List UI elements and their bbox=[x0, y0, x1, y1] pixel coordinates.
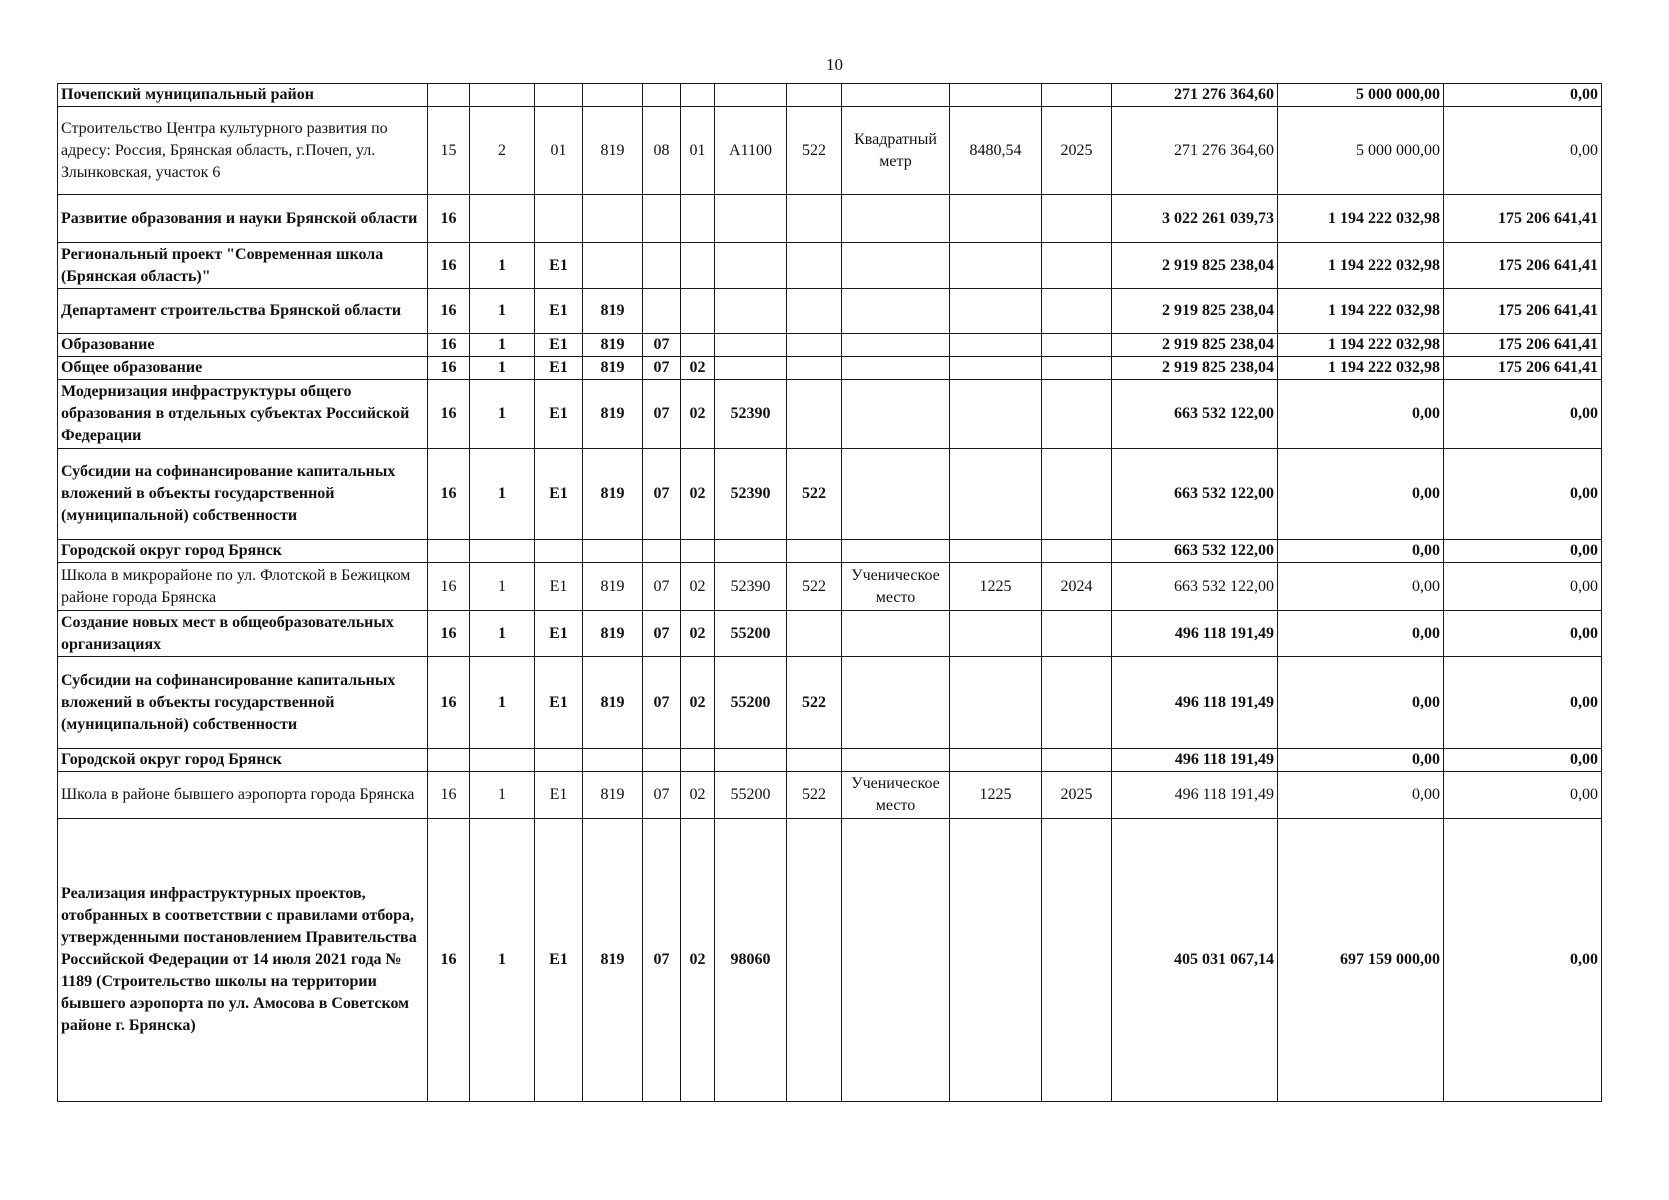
cell-ministry: 819 bbox=[583, 357, 643, 380]
cell-amount-2: 0,00 bbox=[1278, 449, 1444, 540]
cell-amount-2: 0,00 bbox=[1278, 772, 1444, 819]
cell-direction bbox=[715, 195, 787, 243]
cell-subprogram: 1 bbox=[470, 380, 535, 449]
cell-direction: 55200 bbox=[715, 772, 787, 819]
cell-section: 07 bbox=[643, 563, 681, 611]
cell-ministry: 819 bbox=[583, 334, 643, 357]
cell-program bbox=[428, 749, 470, 772]
cell-expense-type: 522 bbox=[787, 772, 842, 819]
cell-direction bbox=[715, 289, 787, 334]
cell-program: 16 bbox=[428, 611, 470, 657]
cell-subsection: 02 bbox=[681, 611, 715, 657]
cell-direction bbox=[715, 749, 787, 772]
cell-section: 07 bbox=[643, 357, 681, 380]
cell-project bbox=[535, 84, 583, 107]
cell-subsection: 02 bbox=[681, 657, 715, 749]
cell-amount-3: 175 206 641,41 bbox=[1444, 243, 1602, 289]
table-row bbox=[58, 749, 1602, 772]
cell-unit bbox=[842, 449, 950, 540]
cell-subsection: 02 bbox=[681, 449, 715, 540]
cell-amount-3: 0,00 bbox=[1444, 749, 1602, 772]
cell-amount-3: 0,00 bbox=[1444, 819, 1602, 1102]
cell-subsection: 02 bbox=[681, 357, 715, 380]
cell-unit bbox=[842, 657, 950, 749]
cell-program: 16 bbox=[428, 357, 470, 380]
cell-amount-1: 663 532 122,00 bbox=[1112, 449, 1278, 540]
cell-capacity bbox=[950, 334, 1042, 357]
cell-subprogram: 2 bbox=[470, 107, 535, 195]
cell-subsection bbox=[681, 749, 715, 772]
cell-program: 16 bbox=[428, 657, 470, 749]
cell-year bbox=[1042, 611, 1112, 657]
cell-amount-1: 2 919 825 238,04 bbox=[1112, 289, 1278, 334]
cell-amount-2: 1 194 222 032,98 bbox=[1278, 195, 1444, 243]
cell-direction bbox=[715, 540, 787, 563]
cell-direction: 52390 bbox=[715, 563, 787, 611]
cell-name: Городской округ город Брянск bbox=[58, 749, 428, 772]
table-row bbox=[58, 540, 1602, 563]
cell-amount-2: 5 000 000,00 bbox=[1278, 84, 1444, 107]
cell-subsection bbox=[681, 289, 715, 334]
cell-amount-3: 0,00 bbox=[1444, 772, 1602, 819]
cell-name: Модернизация инфраструктуры общего образования в отдельных субъектах Российской Федерации bbox=[58, 380, 428, 449]
cell-section bbox=[643, 243, 681, 289]
cell-expense-type bbox=[787, 195, 842, 243]
cell-subsection: 02 bbox=[681, 380, 715, 449]
cell-program: 16 bbox=[428, 563, 470, 611]
cell-program: 16 bbox=[428, 772, 470, 819]
cell-ministry: 819 bbox=[583, 563, 643, 611]
cell-direction bbox=[715, 84, 787, 107]
cell-direction bbox=[715, 243, 787, 289]
cell-program: 16 bbox=[428, 449, 470, 540]
cell-name: Строительство Центра культурного развития по адресу: Россия, Брянская область, г.Почеп, ул. Злынковская, участок 6 bbox=[58, 107, 428, 195]
cell-name: Школа в микрорайоне по ул. Флотской в Бежицком районе города Брянска bbox=[58, 563, 428, 611]
cell-capacity: 1225 bbox=[950, 563, 1042, 611]
cell-capacity bbox=[950, 540, 1042, 563]
cell-expense-type bbox=[787, 540, 842, 563]
cell-amount-1: 271 276 364,60 bbox=[1112, 107, 1278, 195]
cell-subsection: 02 bbox=[681, 563, 715, 611]
cell-capacity bbox=[950, 195, 1042, 243]
cell-expense-type bbox=[787, 334, 842, 357]
cell-unit: Ученическое место bbox=[842, 563, 950, 611]
cell-section bbox=[643, 289, 681, 334]
cell-name: Региональный проект "Современная школа (Брянская область)" bbox=[58, 243, 428, 289]
cell-subprogram: 1 bbox=[470, 657, 535, 749]
cell-project: Е1 bbox=[535, 819, 583, 1102]
cell-amount-3: 0,00 bbox=[1444, 611, 1602, 657]
cell-ministry bbox=[583, 540, 643, 563]
cell-amount-1: 3 022 261 039,73 bbox=[1112, 195, 1278, 243]
cell-name: Почепский муниципальный район bbox=[58, 84, 428, 107]
cell-amount-2: 0,00 bbox=[1278, 563, 1444, 611]
cell-year bbox=[1042, 289, 1112, 334]
table-row bbox=[58, 84, 1602, 107]
cell-ministry: 819 bbox=[583, 289, 643, 334]
cell-program: 16 bbox=[428, 334, 470, 357]
cell-ministry bbox=[583, 84, 643, 107]
cell-program: 16 bbox=[428, 289, 470, 334]
cell-amount-3: 0,00 bbox=[1444, 657, 1602, 749]
cell-project: 01 bbox=[535, 107, 583, 195]
table-row bbox=[58, 819, 1602, 1102]
cell-ministry: 819 bbox=[583, 819, 643, 1102]
cell-project: Е1 bbox=[535, 243, 583, 289]
cell-subsection bbox=[681, 243, 715, 289]
cell-capacity bbox=[950, 289, 1042, 334]
cell-section: 07 bbox=[643, 819, 681, 1102]
cell-capacity bbox=[950, 380, 1042, 449]
cell-unit bbox=[842, 195, 950, 243]
cell-name: Развитие образования и науки Брянской области bbox=[58, 195, 428, 243]
cell-ministry: 819 bbox=[583, 772, 643, 819]
cell-expense-type bbox=[787, 84, 842, 107]
cell-capacity bbox=[950, 84, 1042, 107]
cell-unit bbox=[842, 819, 950, 1102]
cell-name: Субсидии на софинансирование капитальных вложений в объекты государственной (муниципальной) собственности bbox=[58, 657, 428, 749]
cell-subprogram: 1 bbox=[470, 819, 535, 1102]
cell-capacity: 8480,54 bbox=[950, 107, 1042, 195]
cell-amount-3: 175 206 641,41 bbox=[1444, 289, 1602, 334]
cell-unit: Квадратный метр bbox=[842, 107, 950, 195]
cell-section bbox=[643, 195, 681, 243]
cell-amount-1: 2 919 825 238,04 bbox=[1112, 334, 1278, 357]
cell-unit: Ученическое место bbox=[842, 772, 950, 819]
cell-amount-3: 0,00 bbox=[1444, 449, 1602, 540]
cell-subprogram: 1 bbox=[470, 563, 535, 611]
cell-subsection bbox=[681, 195, 715, 243]
table-row bbox=[58, 563, 1602, 611]
cell-subsection: 02 bbox=[681, 772, 715, 819]
cell-amount-3: 0,00 bbox=[1444, 84, 1602, 107]
cell-subprogram: 1 bbox=[470, 611, 535, 657]
cell-ministry: 819 bbox=[583, 611, 643, 657]
cell-project: Е1 bbox=[535, 380, 583, 449]
cell-year bbox=[1042, 449, 1112, 540]
cell-ministry bbox=[583, 195, 643, 243]
cell-amount-3: 0,00 bbox=[1444, 380, 1602, 449]
cell-amount-2: 0,00 bbox=[1278, 380, 1444, 449]
cell-direction: 55200 bbox=[715, 611, 787, 657]
cell-program bbox=[428, 540, 470, 563]
cell-expense-type bbox=[787, 749, 842, 772]
cell-year bbox=[1042, 749, 1112, 772]
cell-project: Е1 bbox=[535, 449, 583, 540]
cell-amount-1: 663 532 122,00 bbox=[1112, 563, 1278, 611]
cell-project: Е1 bbox=[535, 289, 583, 334]
cell-ministry: 819 bbox=[583, 449, 643, 540]
cell-year bbox=[1042, 380, 1112, 449]
cell-expense-type bbox=[787, 819, 842, 1102]
cell-ministry: 819 bbox=[583, 380, 643, 449]
cell-project: Е1 bbox=[535, 563, 583, 611]
cell-subprogram: 1 bbox=[470, 357, 535, 380]
cell-amount-1: 2 919 825 238,04 bbox=[1112, 357, 1278, 380]
cell-amount-3: 175 206 641,41 bbox=[1444, 357, 1602, 380]
cell-section: 07 bbox=[643, 611, 681, 657]
cell-amount-2: 0,00 bbox=[1278, 749, 1444, 772]
cell-section: 07 bbox=[643, 334, 681, 357]
cell-name: Департамент строительства Брянской области bbox=[58, 289, 428, 334]
table-row bbox=[58, 289, 1602, 334]
cell-amount-1: 496 118 191,49 bbox=[1112, 749, 1278, 772]
cell-unit bbox=[842, 540, 950, 563]
cell-amount-1: 2 919 825 238,04 bbox=[1112, 243, 1278, 289]
cell-amount-3: 175 206 641,41 bbox=[1444, 334, 1602, 357]
cell-direction: 52390 bbox=[715, 449, 787, 540]
cell-year bbox=[1042, 243, 1112, 289]
cell-program bbox=[428, 84, 470, 107]
cell-subprogram: 1 bbox=[470, 289, 535, 334]
cell-name: Общее образование bbox=[58, 357, 428, 380]
cell-amount-1: 496 118 191,49 bbox=[1112, 657, 1278, 749]
cell-section: 08 bbox=[643, 107, 681, 195]
cell-direction: 52390 bbox=[715, 380, 787, 449]
cell-amount-2: 1 194 222 032,98 bbox=[1278, 243, 1444, 289]
cell-year bbox=[1042, 657, 1112, 749]
cell-year: 2025 bbox=[1042, 772, 1112, 819]
cell-project: Е1 bbox=[535, 772, 583, 819]
cell-unit bbox=[842, 357, 950, 380]
cell-amount-2: 5 000 000,00 bbox=[1278, 107, 1444, 195]
cell-program: 16 bbox=[428, 195, 470, 243]
table-row bbox=[58, 449, 1602, 540]
cell-amount-1: 496 118 191,49 bbox=[1112, 772, 1278, 819]
cell-amount-1: 271 276 364,60 bbox=[1112, 84, 1278, 107]
cell-direction bbox=[715, 357, 787, 380]
cell-direction bbox=[715, 334, 787, 357]
cell-amount-2: 1 194 222 032,98 bbox=[1278, 289, 1444, 334]
cell-name: Городской округ город Брянск bbox=[58, 540, 428, 563]
cell-subsection: 01 bbox=[681, 107, 715, 195]
cell-subprogram: 1 bbox=[470, 334, 535, 357]
cell-subprogram bbox=[470, 84, 535, 107]
cell-name: Создание новых мест в общеобразовательных организациях bbox=[58, 611, 428, 657]
cell-unit bbox=[842, 84, 950, 107]
cell-project: Е1 bbox=[535, 357, 583, 380]
table-row bbox=[58, 380, 1602, 449]
cell-capacity bbox=[950, 749, 1042, 772]
cell-subsection bbox=[681, 84, 715, 107]
cell-amount-1: 496 118 191,49 bbox=[1112, 611, 1278, 657]
cell-year bbox=[1042, 84, 1112, 107]
cell-project bbox=[535, 195, 583, 243]
cell-amount-2: 0,00 bbox=[1278, 540, 1444, 563]
cell-unit bbox=[842, 243, 950, 289]
cell-year bbox=[1042, 195, 1112, 243]
cell-year: 2024 bbox=[1042, 563, 1112, 611]
cell-amount-3: 0,00 bbox=[1444, 563, 1602, 611]
table-row bbox=[58, 243, 1602, 289]
cell-amount-1: 405 031 067,14 bbox=[1112, 819, 1278, 1102]
cell-direction: 98060 bbox=[715, 819, 787, 1102]
cell-section bbox=[643, 540, 681, 563]
cell-expense-type bbox=[787, 380, 842, 449]
table-row bbox=[58, 772, 1602, 819]
cell-expense-type: 522 bbox=[787, 657, 842, 749]
cell-year bbox=[1042, 819, 1112, 1102]
cell-capacity: 1225 bbox=[950, 772, 1042, 819]
cell-ministry bbox=[583, 749, 643, 772]
table-row bbox=[58, 357, 1602, 380]
cell-expense-type bbox=[787, 611, 842, 657]
cell-section bbox=[643, 749, 681, 772]
cell-subsection: 02 bbox=[681, 819, 715, 1102]
budget-table bbox=[57, 83, 1602, 1102]
cell-subprogram bbox=[470, 540, 535, 563]
cell-unit bbox=[842, 611, 950, 657]
cell-subprogram bbox=[470, 195, 535, 243]
cell-section: 07 bbox=[643, 772, 681, 819]
cell-amount-2: 0,00 bbox=[1278, 611, 1444, 657]
cell-capacity bbox=[950, 449, 1042, 540]
cell-name: Реализация инфраструктурных проектов, отобранных в соответствии с правилами отбора, утвержденными постановлением Правительства Российской Федерации от 14 июля 2021 года № 1189 (Строительство школы на территории бывшего аэропорта по ул. Амосова в Советском районе г. Брянска) bbox=[58, 819, 428, 1102]
cell-subprogram: 1 bbox=[470, 772, 535, 819]
cell-section bbox=[643, 84, 681, 107]
table-row bbox=[58, 195, 1602, 243]
cell-section: 07 bbox=[643, 657, 681, 749]
cell-amount-1: 663 532 122,00 bbox=[1112, 540, 1278, 563]
cell-amount-3: 0,00 bbox=[1444, 107, 1602, 195]
cell-unit bbox=[842, 749, 950, 772]
cell-capacity bbox=[950, 657, 1042, 749]
cell-amount-1: 663 532 122,00 bbox=[1112, 380, 1278, 449]
cell-program: 16 bbox=[428, 243, 470, 289]
cell-direction: А1100 bbox=[715, 107, 787, 195]
cell-capacity bbox=[950, 357, 1042, 380]
cell-year bbox=[1042, 357, 1112, 380]
cell-ministry: 819 bbox=[583, 657, 643, 749]
cell-section: 07 bbox=[643, 449, 681, 540]
cell-unit bbox=[842, 380, 950, 449]
cell-project: Е1 bbox=[535, 657, 583, 749]
cell-direction: 55200 bbox=[715, 657, 787, 749]
cell-program: 16 bbox=[428, 819, 470, 1102]
cell-program: 15 bbox=[428, 107, 470, 195]
cell-expense-type bbox=[787, 289, 842, 334]
cell-subprogram bbox=[470, 749, 535, 772]
cell-ministry bbox=[583, 243, 643, 289]
cell-subsection bbox=[681, 540, 715, 563]
cell-project bbox=[535, 749, 583, 772]
cell-amount-3: 0,00 bbox=[1444, 540, 1602, 563]
cell-project: Е1 bbox=[535, 334, 583, 357]
page-number: 10 bbox=[826, 55, 843, 74]
cell-unit bbox=[842, 334, 950, 357]
cell-amount-2: 697 159 000,00 bbox=[1278, 819, 1444, 1102]
cell-section: 07 bbox=[643, 380, 681, 449]
cell-name: Образование bbox=[58, 334, 428, 357]
cell-amount-3: 175 206 641,41 bbox=[1444, 195, 1602, 243]
cell-expense-type: 522 bbox=[787, 563, 842, 611]
cell-program: 16 bbox=[428, 380, 470, 449]
cell-unit bbox=[842, 289, 950, 334]
cell-year bbox=[1042, 334, 1112, 357]
cell-subsection bbox=[681, 334, 715, 357]
cell-capacity bbox=[950, 611, 1042, 657]
cell-expense-type bbox=[787, 357, 842, 380]
table-body bbox=[58, 84, 1602, 1102]
table-row bbox=[58, 334, 1602, 357]
cell-expense-type: 522 bbox=[787, 107, 842, 195]
cell-project: Е1 bbox=[535, 611, 583, 657]
cell-amount-2: 0,00 bbox=[1278, 657, 1444, 749]
cell-capacity bbox=[950, 243, 1042, 289]
cell-year bbox=[1042, 540, 1112, 563]
cell-subprogram: 1 bbox=[470, 449, 535, 540]
cell-capacity bbox=[950, 819, 1042, 1102]
cell-amount-2: 1 194 222 032,98 bbox=[1278, 334, 1444, 357]
cell-amount-2: 1 194 222 032,98 bbox=[1278, 357, 1444, 380]
cell-name: Школа в районе бывшего аэропорта города Брянска bbox=[58, 772, 428, 819]
cell-expense-type bbox=[787, 243, 842, 289]
cell-name: Субсидии на софинансирование капитальных вложений в объекты государственной (муниципальной) собственности bbox=[58, 449, 428, 540]
table-row bbox=[58, 107, 1602, 195]
table-row bbox=[58, 611, 1602, 657]
cell-ministry: 819 bbox=[583, 107, 643, 195]
cell-year: 2025 bbox=[1042, 107, 1112, 195]
cell-expense-type: 522 bbox=[787, 449, 842, 540]
cell-subprogram: 1 bbox=[470, 243, 535, 289]
cell-project bbox=[535, 540, 583, 563]
table-row bbox=[58, 657, 1602, 749]
